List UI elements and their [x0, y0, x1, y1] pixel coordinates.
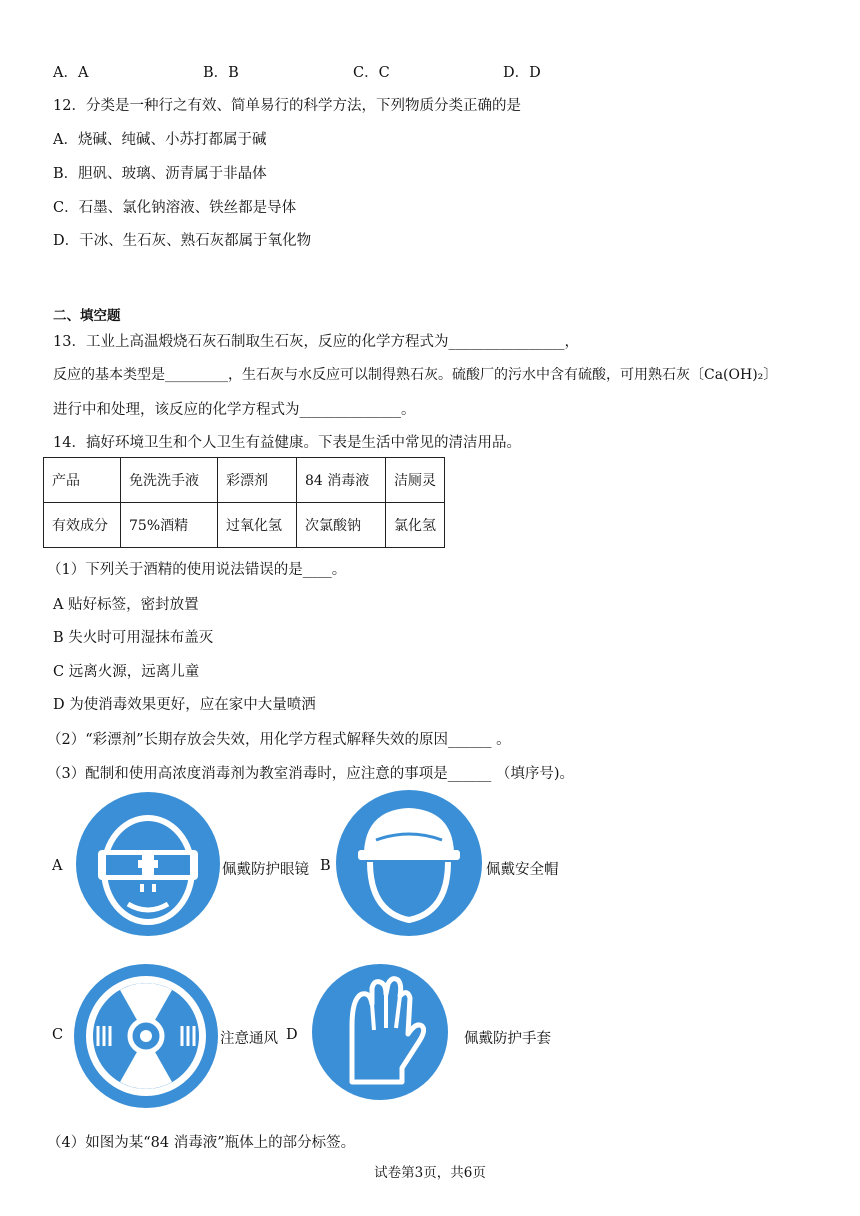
q13-line3: 进行中和处理，该反应的化学方程式为______________。 — [53, 402, 416, 418]
q14-sub1-option-c: C 远离火源，远离儿童 — [53, 664, 200, 680]
sign-caption-d: 佩戴防护手套 — [464, 1031, 551, 1047]
page-footer: 试卷第3页，共6页 — [374, 1165, 486, 1181]
q14-sub1: （1）下列关于酒精的使用说法错误的是____。 — [47, 562, 347, 578]
table-cell: 75%酒精 — [121, 503, 218, 548]
table-cell: 彩漂剂 — [218, 458, 297, 503]
gloves-icon — [312, 964, 448, 1100]
sign-letter-a: A — [52, 858, 63, 874]
q11-option-b: B．B — [203, 65, 239, 81]
q14-stem: 14．搞好环境卫生和个人卫生有益健康。下表是生活中常见的清洁用品。 — [53, 435, 521, 451]
table-cell: 洁厕灵 — [386, 458, 445, 503]
cleaning-products-table — [43, 457, 445, 548]
table-cell: 过氧化氢 — [218, 503, 297, 548]
q12-stem: 12．分类是一种行之有效、简单易行的科学方法，下列物质分类正确的是 — [53, 98, 521, 114]
q14-sub1-option-b: B 失火时可用湿抹布盖灭 — [53, 630, 214, 646]
sign-caption-b: 佩戴安全帽 — [486, 862, 559, 878]
helmet-icon — [336, 790, 482, 936]
q14-sub1-option-a: A 贴好标签，密封放置 — [53, 597, 199, 613]
q14-sub1-option-d: D 为使消毒效果更好，应在家中大量喷洒 — [53, 697, 316, 713]
q12-option-a: A．烧碱、纯碱、小苏打都属于碱 — [53, 132, 267, 148]
sign-letter-d: D — [286, 1027, 298, 1043]
q13-line1: 13．工业上高温煅烧石灰石制取生石灰，反应的化学方程式为________________， — [53, 334, 579, 350]
q11-option-a: A．A — [53, 65, 89, 81]
q12-option-c: C．石墨、氯化钠溶液、铁丝都是导体 — [53, 200, 297, 216]
ventilation-icon — [74, 964, 218, 1108]
q14-sub4: （4）如图为某“84 消毒液”瓶体上的部分标签。 — [47, 1135, 356, 1151]
q11-option-d: D．D — [503, 65, 541, 81]
q12-option-b: B．胆矾、玻璃、沥青属于非晶体 — [53, 166, 267, 182]
q11-option-c: C．C — [353, 65, 390, 81]
table-cell: 84 消毒液 — [297, 458, 386, 503]
table-cell: 有效成分 — [44, 503, 121, 548]
table-cell: 氯化氢 — [386, 503, 445, 548]
sign-caption-c: 注意通风 — [220, 1031, 278, 1047]
table-cell: 次氯酸钠 — [297, 503, 386, 548]
sign-letter-b: B — [320, 858, 331, 874]
table-row — [44, 458, 445, 503]
q12-option-d: D．干冰、生石灰、熟石灰都属于氧化物 — [53, 233, 312, 249]
q14-sub3: （3）配制和使用高浓度消毒剂为教室消毒时，应注意的事项是______ （填序号)。 — [47, 766, 574, 782]
q14-sub2: （2）“彩漂剂”长期存放会失效，用化学方程式解释失效的原因______ 。 — [47, 732, 511, 748]
sign-caption-a: 佩戴防护眼镜 — [222, 862, 309, 878]
goggles-icon — [76, 792, 220, 936]
table-cell: 产品 — [44, 458, 121, 503]
sign-letter-c: C — [52, 1027, 64, 1043]
table-cell: 免洗洗手液 — [121, 458, 218, 503]
q13-line2: 反应的基本类型是_________，生石灰与水反应可以制得熟石灰。硫酸厂的污水中含有硫酸，可用熟石灰〔Ca(OH)₂〕 — [53, 367, 778, 383]
section-title: 二、填空题 — [53, 308, 121, 324]
table-row — [44, 503, 445, 548]
